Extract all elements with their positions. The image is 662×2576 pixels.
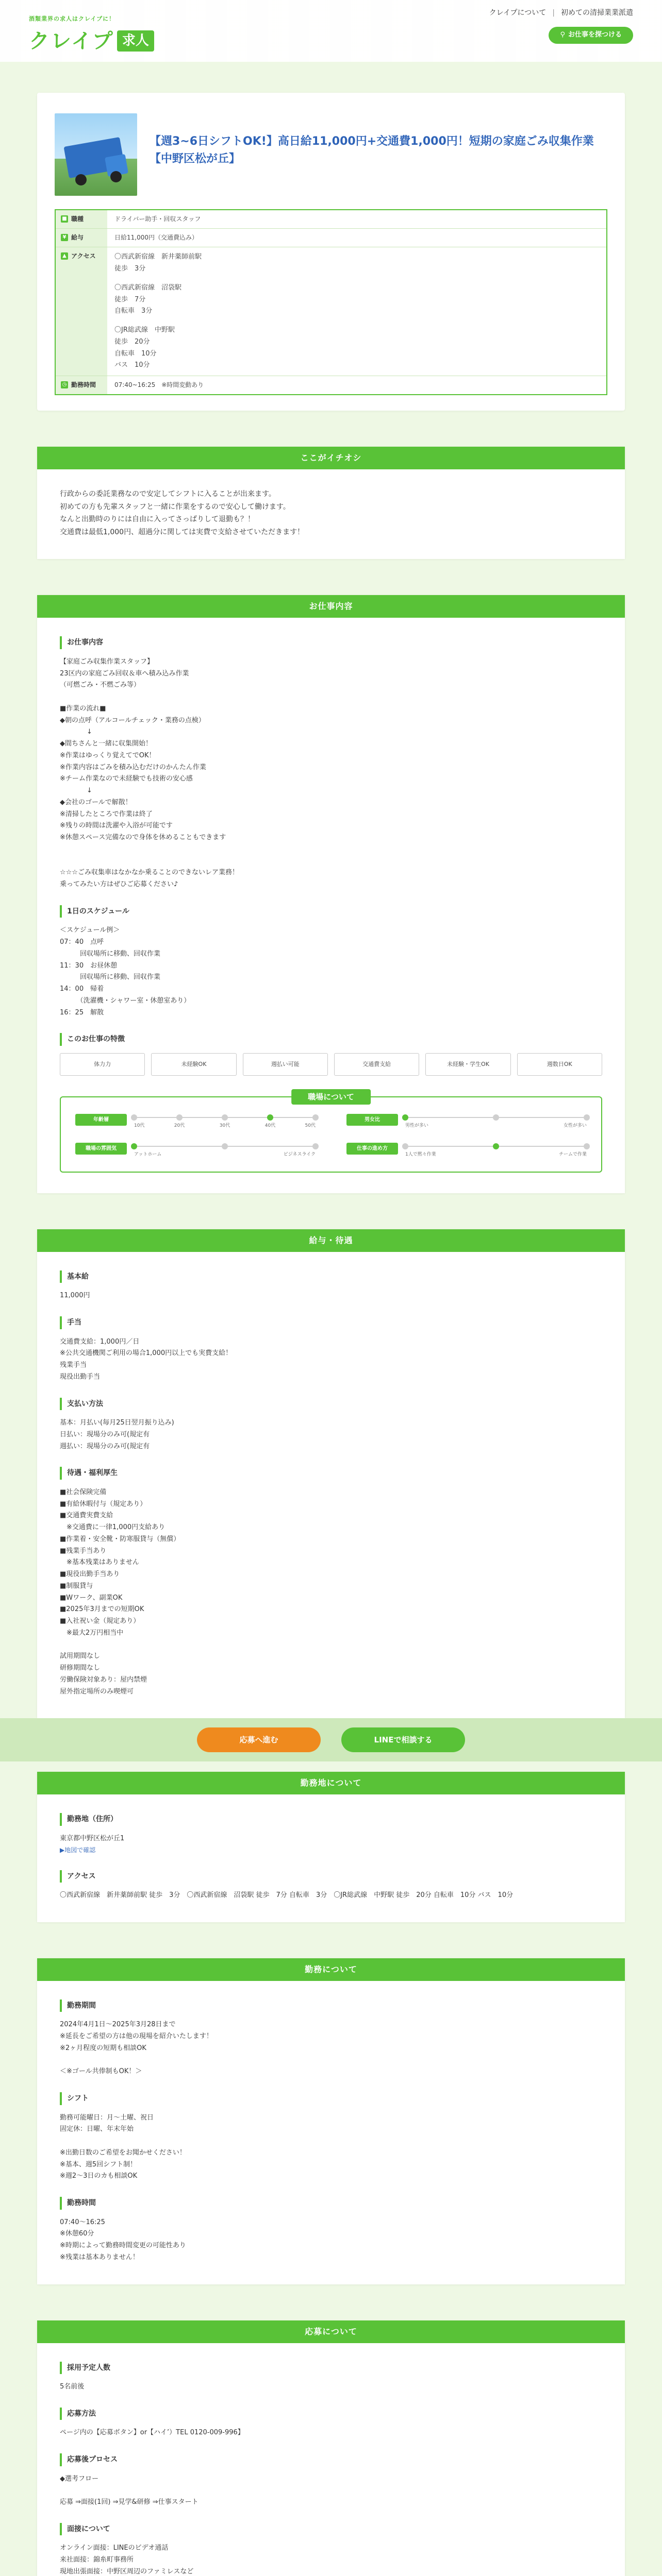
workplace-label: 職場について: [291, 1089, 371, 1105]
feature-tag: 未経験OK: [151, 1053, 236, 1076]
lower-container: [37, 1772, 625, 2576]
pay-body: [37, 1252, 625, 1719]
scale-dot: [312, 1143, 319, 1149]
apply-button[interactable]: 応募へ進む: [197, 1727, 321, 1752]
line-consult-button[interactable]: LINEで相談する: [341, 1727, 465, 1752]
scale-label: 女性が多い: [563, 1123, 587, 1128]
scale-dot: [584, 1114, 590, 1121]
shift-text: 勤務可能曜日：月〜土曜、祝日 固定休：日曜、年末年始 ※出勤日数のご希望をお聞かせください！ ※基本、週5回シフト制！ ※週2〜3日のカも相談OK: [60, 2113, 186, 2180]
occupation-value: ドライバー助手・回収スタッフ: [114, 215, 201, 223]
scale-label: 30代: [219, 1123, 230, 1128]
content-text: 【家庭ごみ収集作業スタッフ】 23区内の家庭ごみ回収＆車へ積み込み作業 （可燃ごみ・不燃ごみ等） ■作業の流れ■ ◆朝の点呼（アルコールチェック・業務の点検） ↓ ◆間ちさんと一緒に収集開始！ ※作業はゆっくり覚えてでOK！ ※作業内容はごみを積み込むだけのかんたん作業 ※チーム作業なので未経験でも技術の安心感 ↓ ◆会社のゴールで解散！ ※清掃したところで作業は終了 ※残りの時間は洗濯や入浴が可能です ※休憩スペース完備なので身体を休めることもできます ☆☆☆ごみ収集車はなかなか乗ることのできないレア業務！ 乗ってみたい方はぜひご応募ください♪: [60, 657, 239, 889]
info-row-hours: [56, 376, 606, 394]
apply-section: [37, 2320, 625, 2576]
interview-heading: 面接について: [60, 2523, 602, 2536]
apply-title: 応募について: [37, 2320, 625, 2343]
scale-dot: [493, 1143, 499, 1149]
header-nav: [489, 7, 633, 19]
feature-tag: 週払い可能: [243, 1053, 328, 1076]
work-body: [37, 1981, 625, 2284]
main-container: [37, 93, 625, 1718]
recruit-text: 5名前後: [60, 2383, 85, 2391]
address-value: 東京都中野区松が丘1: [60, 1834, 125, 1842]
schedule-heading: 1日のスケジュール: [60, 905, 602, 918]
workplace-scale: [346, 1141, 587, 1158]
scale-dot: [222, 1114, 228, 1121]
time-text: 07:40〜16:25 ※休憩60分 ※時期によって勤務時間変更の可能性あり ※残業は基本ありません！: [60, 2218, 186, 2261]
job-content-body: [37, 618, 625, 1193]
feature-tag: 体力力: [60, 1053, 145, 1076]
scale-label: アットホーム: [134, 1151, 162, 1157]
scale-dot: [402, 1114, 408, 1121]
job-content-title: お仕事内容: [37, 595, 625, 618]
nav-link-beginner[interactable]: 初めての清掃業業派遣: [561, 9, 633, 17]
yen-icon: ¥: [61, 234, 68, 241]
nav-link-about[interactable]: クレイプについて: [489, 9, 547, 17]
schedule-text: ＜スケジュール例＞ 07：40 点呼 回収場所に移動、回収作業 11：30 お昼休憩 回収場所に移動、回収作業 14：00 帰着 （洗濯機・シャワー室・休憩室あり） 16：25 解散: [60, 926, 191, 1016]
scale-label: 50代: [305, 1123, 316, 1128]
payment-text: 基本：月払い(毎月25日翌月振り込み) 日払い：現場分のみ可(規定有 週払い：現場分のみ可(規定有: [60, 1419, 174, 1450]
location-section: [37, 1772, 625, 1922]
workplace-scales: [75, 1112, 587, 1158]
site-logo[interactable]: [29, 14, 154, 58]
payment-heading: 支払い方法: [60, 1398, 602, 1411]
job-content-section: [37, 595, 625, 1193]
scale-label: 40代: [264, 1123, 276, 1128]
site-header: [0, 0, 662, 62]
scale-tag: 年齢層: [75, 1114, 127, 1126]
info-row-occupation: [56, 210, 606, 229]
access-label: アクセス: [71, 252, 96, 260]
access-heading: アクセス: [60, 1870, 602, 1883]
hours-value: 07:40~16:25 ※時間変動あり: [114, 381, 204, 389]
scale-label: 男性が多い: [405, 1123, 429, 1128]
info-row-access: [56, 247, 606, 376]
interview-text: オンライン面接：LINEのビデオ通話 来社面接：錦糸町事務所 現地出張面接：中野区周辺のファミレスなど: [60, 2544, 194, 2575]
recruit-heading: 採用予定人数: [60, 2362, 602, 2375]
logo-text: クレイプ: [29, 29, 114, 53]
scale-label: ビジネスライク: [283, 1151, 316, 1157]
scale-dot: [131, 1114, 137, 1121]
train-icon: ▲: [61, 252, 68, 260]
scale-track: [405, 1141, 587, 1158]
method-text: ページ内の【応募ボタン】or【ハイ’）TEL 0120-009-996】: [60, 2429, 244, 2437]
search-icon: ⚲: [560, 31, 565, 39]
job-title: 【週3~6日シフトOK!】高日給11,000円+交通費1,000円！短期の家庭ごみ収集作業【中野区松が丘】: [150, 135, 594, 166]
highlight-line: なんと出勤時のりには自由に入ってさっぱりして退勤も？！: [60, 515, 255, 524]
feature-list: [60, 1053, 602, 1076]
highlight-line: 初めての方も先輩スタッフと一緒に作業をするので安心して働けます。: [60, 502, 290, 511]
scale-tag: 仕事の進め方: [346, 1143, 398, 1155]
pay-section: [37, 1229, 625, 1719]
job-search-label: お仕事を探つける: [568, 31, 622, 39]
highlight-section: [37, 447, 625, 559]
scale-label: チームで作業: [558, 1151, 587, 1157]
shift-heading: シフト: [60, 2092, 602, 2105]
access-value: [107, 247, 606, 376]
job-summary-card: [37, 93, 625, 411]
salary-value: 日給11,000円（交通費込み）: [114, 234, 198, 242]
scale-dot: [222, 1143, 228, 1149]
map-link[interactable]: ▶地図で確認: [60, 1846, 96, 1854]
scale-tag: 男女比: [346, 1114, 398, 1126]
scale-dot: [402, 1143, 408, 1149]
job-info-table: [55, 209, 607, 395]
basic-pay-heading: 基本給: [60, 1270, 602, 1283]
work-section: [37, 1958, 625, 2284]
scale-track: [134, 1141, 316, 1158]
workplace-panel: [60, 1092, 602, 1173]
allowance-text: 交通費支給：1,000円／日 ※公共交通機関ご利用の場合1,000円以上でも実費支給！ 残業手当 現役出勤手当: [60, 1337, 233, 1381]
info-row-salary: [56, 229, 606, 247]
pay-title: 給与・待遇: [37, 1229, 625, 1252]
benefits-heading: 待遇・福利厚生: [60, 1467, 602, 1480]
scale-dot: [176, 1114, 183, 1121]
feature-tag: 週数日OK: [517, 1053, 602, 1076]
allowance-heading: 手当: [60, 1316, 602, 1329]
scale-label: 20代: [174, 1123, 185, 1128]
basic-pay-value: 11,000円: [60, 1292, 90, 1300]
method-heading: 応募方法: [60, 2408, 602, 2420]
time-heading: 勤務時間: [60, 2197, 602, 2210]
briefcase-icon: ■: [61, 215, 68, 223]
clock-icon: ◷: [61, 381, 68, 388]
address-heading: 勤務地（住所）: [60, 1813, 602, 1826]
location-body: [37, 1794, 625, 1922]
hours-label: 勤務時間: [71, 381, 96, 389]
process-text: ◆選考フロー 応募 ⇒面接(1回) ⇒見学&研修 ⇒仕事スタート: [60, 2475, 198, 2506]
feature-tag: 交通費支給: [334, 1053, 419, 1076]
job-search-button[interactable]: [549, 27, 633, 44]
workplace-scale: [75, 1141, 316, 1158]
period-text: 2024年4月1日〜2025年3月28日まで ※延長をご希望の方は他の現場を紹介いたします！ ※2ヶ月程度の短期も相談OK ＜※ゴール共俸制もOK！＞: [60, 2021, 213, 2076]
features-heading: このお仕事の特徴: [60, 1033, 602, 1046]
scale-dot: [493, 1114, 499, 1121]
content-heading: お仕事内容: [60, 636, 602, 649]
nav-separator: |: [552, 9, 555, 17]
apply-body: [37, 2343, 625, 2576]
scale-dot: [131, 1143, 137, 1149]
highlight-line: 行政からの委託業務なので安定してシフトに入ることが出来ます。: [60, 490, 276, 499]
highlight-body: [37, 469, 625, 559]
scale-label: 10代: [134, 1123, 145, 1128]
logo-badge: 求人: [117, 30, 154, 52]
scale-dot: [584, 1143, 590, 1149]
access-station-3: 〇JR総武線 中野駅 徒歩 20分 自転車 10分 バス 10分: [114, 326, 175, 369]
logo-tagline: 酒類業界の求人はクレイプに！: [29, 15, 115, 22]
cta-band: [0, 1718, 662, 1761]
scale-track: [405, 1112, 587, 1129]
access-line: 〇西武新宿線 新井薬師前駅 徒歩 3分 〇西武新宿線 沼袋駅 徒歩 7分 自転車 3分 〇JR総武線 中野駅 徒歩 20分 自転車 10分 バス 10分: [60, 1891, 514, 1900]
work-title: 勤務について: [37, 1958, 625, 1981]
process-heading: 応募後プロセス: [60, 2453, 602, 2466]
workplace-scale: [346, 1112, 587, 1129]
salary-label: 給与: [71, 234, 84, 242]
scale-dot: [267, 1114, 273, 1121]
scale-track: [134, 1112, 316, 1129]
garbage-truck-photo: [55, 113, 137, 196]
highlight-title: ここがイチオシ: [37, 447, 625, 469]
access-station-2: 〇西武新宿線 沼袋駅 徒歩 7分 自転車 3分: [114, 283, 182, 315]
workplace-scale: [75, 1112, 316, 1129]
scale-label: 1人で黙々作業: [405, 1151, 436, 1157]
period-heading: 勤務期間: [60, 1999, 602, 2012]
scale-dot: [312, 1114, 319, 1121]
scale-tag: 職場の雰囲気: [75, 1143, 127, 1155]
occupation-label: 職種: [71, 215, 84, 223]
highlight-line: 交通費は最低1,000円、超過分に関しては実費で支給させていただきます！: [60, 528, 305, 536]
feature-tag: 未経験・学生OK: [425, 1053, 510, 1076]
access-station-1: 〇西武新宿線 新井薬師前駅 徒歩 3分: [114, 253, 202, 273]
benefits-text: ■社会保険完備 ■有給休暇付与（規定あり） ■交通費実費支給 ※交通費に一律1,000円支給あり ■作業着・安全靴・防寒服貸与（無償） ■残業手当あり ※基本残業はありません ■現役出勤手当あり ■制服貸与 ■Wワーク、副業OK ■2025年3月までの短期OK ■入社祝い金（規定あり） ※最大2万円相当中 試用期間なし 研修期間なし 労働保険対象あり：屋内禁煙 屋外指定場所のみ喫煙可: [60, 1488, 180, 1696]
location-title: 勤務地について: [37, 1772, 625, 1794]
